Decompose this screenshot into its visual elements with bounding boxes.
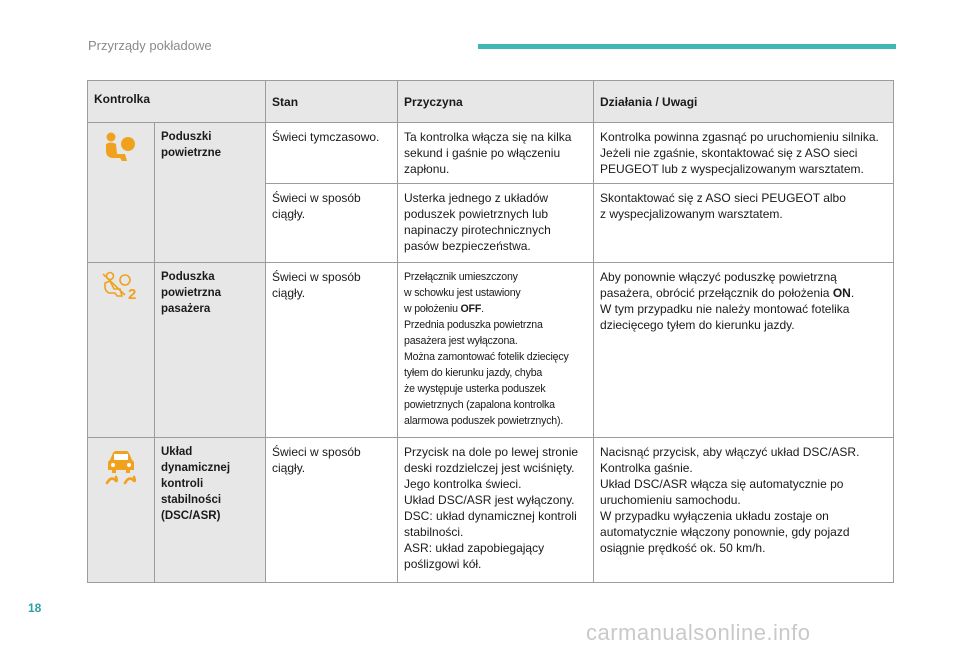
- action-text: pasażera, obrócić przełącznik do położenia ON.: [600, 286, 855, 300]
- action-text: dziecięcego tyłem do kierunku jazdy.: [600, 318, 795, 332]
- cause-text: że występuje usterka poduszek: [404, 383, 546, 395]
- dsc-asr-off-icon: [104, 475, 138, 489]
- airbag-warning-icon: [101, 154, 141, 168]
- indicator-name: [155, 263, 266, 438]
- cause-text: Układ DSC/ASR jest wyłączony.: [404, 493, 575, 507]
- action-text: Nacisnąć przycisk, aby włączyć układ DSC/ASR.: [600, 445, 860, 459]
- indicator-name-line: dynamicznej: [161, 462, 231, 474]
- cause-text: Przycisk na dole po lewej stronie: [404, 445, 579, 459]
- state-text: Świeci tymczasowo.: [272, 130, 380, 144]
- action-text: osiągnie prędkość ok. 50 km/h.: [600, 541, 766, 555]
- state-text: ciągły.: [272, 461, 306, 475]
- cause-text: ASR: układ zapobiegający: [404, 541, 545, 555]
- indicator-name-line: Układ: [161, 446, 193, 458]
- cause-text: w schowku jest ustawiony: [404, 287, 521, 299]
- indicator-name-line: pasażera: [161, 303, 211, 315]
- cause-text: powietrznych (zapalona kontrolka: [404, 399, 555, 411]
- cause-text: Można zamontować fotelik dziecięcy: [404, 351, 569, 363]
- cause-cell: [398, 263, 594, 438]
- cause-text: Ta kontrolka włącza się na kilka: [404, 130, 572, 144]
- cause-text: Przednia poduszka powietrzna: [404, 319, 543, 331]
- switch-position-off: OFF: [460, 303, 482, 315]
- indicator-name-line: stabilności: [161, 494, 222, 506]
- action-text: Skontaktować się z ASO sieci PEUGEOT albo: [600, 191, 846, 205]
- table-row: [88, 123, 894, 184]
- column-header-indicator: Kontrolka: [88, 81, 266, 123]
- header-accent-bar: [478, 44, 896, 49]
- state-cell: [266, 184, 398, 263]
- cause-text: zapłonu.: [404, 162, 450, 176]
- action-text: Aby ponownie włączyć poduszkę powietrzną: [600, 270, 837, 284]
- indicator-name: [155, 438, 266, 583]
- indicator-icon-cell: [88, 263, 155, 438]
- action-cell: [594, 123, 894, 184]
- cause-text: Przełącznik umieszczony: [404, 271, 518, 283]
- state-text: Świeci w sposób: [272, 445, 361, 459]
- state-text: Świeci w sposób: [272, 191, 361, 205]
- indicator-name-line: powietrzne: [161, 147, 222, 159]
- cause-text: sekund i gaśnie po włączeniu: [404, 146, 561, 160]
- action-text-prefix: pasażera, obrócić przełącznik do położenia: [600, 286, 833, 300]
- cause-text: pasów bezpieczeństwa.: [404, 239, 531, 253]
- state-cell: [266, 123, 398, 184]
- indicator-name-line: Poduszki: [161, 131, 212, 143]
- cause-text: napinaczy pirotechnicznych: [404, 223, 551, 237]
- state-cell: [266, 263, 398, 438]
- state-text: ciągły.: [272, 207, 306, 221]
- action-text: Jeżeli nie zgaśnie, skontaktować się z ASO sieci: [600, 146, 858, 160]
- action-text: W tym przypadku nie należy montować fotelika: [600, 302, 850, 316]
- cause-text: stabilności.: [404, 525, 464, 539]
- action-text: automatycznie włączony ponownie, gdy pojazd: [600, 525, 850, 539]
- section-title: Przyrządy pokładowe: [88, 38, 212, 53]
- svg-text:2: 2: [128, 286, 137, 301]
- state-text: ciągły.: [272, 286, 306, 300]
- cause-text: poślizgowi kół.: [404, 557, 482, 571]
- cause-text: Jego kontrolka świeci.: [404, 477, 522, 491]
- table-row: [88, 263, 894, 438]
- passenger-airbag-off-icon: [101, 286, 141, 304]
- cause-text: pasażera jest wyłączona.: [404, 335, 518, 347]
- column-header-actions: Działania / Uwagi: [594, 81, 894, 123]
- cause-text-prefix: w położeniu: [404, 303, 461, 315]
- switch-position-on: ON: [832, 286, 851, 300]
- action-text: uruchomieniu samochodu.: [600, 493, 741, 507]
- cause-text: poduszek powietrznych lub: [404, 207, 549, 221]
- indicator-name: [155, 123, 266, 263]
- indicator-icon-cell: [88, 438, 155, 583]
- cause-text: DSC: układ dynamicznej kontroli: [404, 509, 577, 523]
- table-header-row: [88, 81, 894, 123]
- column-header-cause: Przyczyna: [398, 81, 594, 123]
- action-text: PEUGEOT lub z wyspecjalizowanym warsztatem.: [600, 162, 864, 176]
- indicator-name-line: powietrzna: [161, 287, 222, 299]
- state-text: Świeci w sposób: [272, 270, 361, 284]
- cause-cell: [398, 123, 594, 184]
- action-cell: [594, 438, 894, 583]
- indicator-name-line: kontroli: [161, 478, 204, 490]
- cause-text: Usterka jednego z układów: [404, 191, 549, 205]
- cause-text: w położeniu OFF.: [404, 303, 484, 315]
- action-text: W przypadku wyłączenia układu zostaje on: [600, 509, 829, 523]
- indicator-table: [87, 80, 894, 583]
- table-row: [88, 438, 894, 583]
- watermark: carmanualsonline.info: [586, 620, 811, 645]
- action-text: Układ DSC/ASR włącza się automatycznie po: [600, 477, 844, 491]
- cause-cell: [398, 184, 594, 263]
- cause-text: tyłem do kierunku jazdy, chyba: [404, 367, 543, 379]
- action-text: Kontrolka powinna zgasnąć po uruchomieniu silnika.: [600, 130, 879, 144]
- action-cell: [594, 184, 894, 263]
- indicator-name-line: (DSC/ASR): [161, 510, 221, 522]
- cause-text: deski rozdzielczej jest wciśnięty.: [404, 461, 575, 475]
- indicator-icon-cell: [88, 123, 155, 263]
- action-cell: [594, 263, 894, 438]
- cause-text: alarmowa poduszek powietrznych).: [404, 415, 564, 427]
- action-text: z wyspecjalizowanym warsztatem.: [600, 207, 783, 221]
- action-text: Kontrolka gaśnie.: [600, 461, 693, 475]
- indicator-name-line: Poduszka: [161, 271, 215, 283]
- state-cell: [266, 438, 398, 583]
- column-header-state: Stan: [266, 81, 398, 123]
- page-number: 18: [28, 601, 42, 615]
- cause-cell: [398, 438, 594, 583]
